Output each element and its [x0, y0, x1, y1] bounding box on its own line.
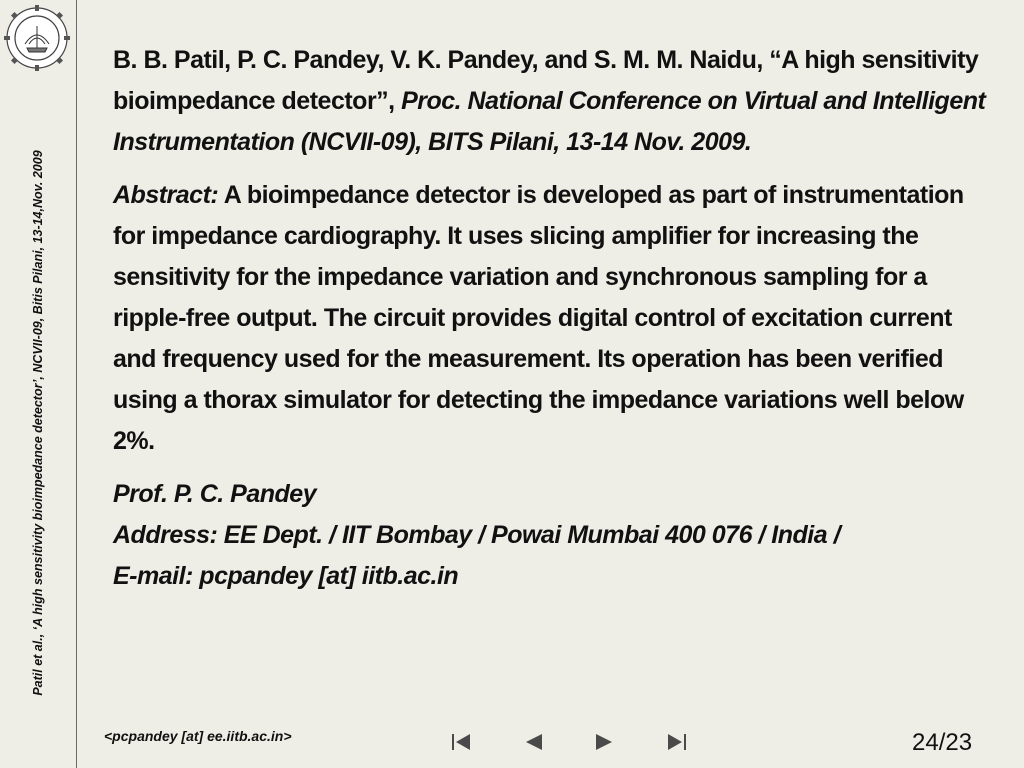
citation-venue: Proc. National Conference on Virtual and Intelligent Instrumentation (NCVII-09), BITS Pilani, 13-14 Nov. 2009. [113, 87, 986, 156]
next-slide-button[interactable] [569, 731, 641, 753]
abstract-label: Abstract: [113, 181, 219, 209]
previous-slide-button[interactable] [497, 731, 569, 753]
last-slide-button[interactable] [641, 731, 713, 753]
citation [113, 40, 993, 163]
first-slide-button[interactable] [425, 731, 497, 753]
slide-content [113, 40, 993, 597]
first-slide-icon [450, 732, 472, 752]
sidebar-citation-text: Patil et al., ‘A high sensitivity bioimpedance detector’, NCVII-09, Bitis Pilani, 13-14,Nov. 2009 [31, 150, 45, 696]
contact-address: Address: EE Dept. / IIT Bombay / Powai Mumbai 400 076 / India / [113, 521, 841, 549]
contact-block [113, 474, 993, 597]
footer-email: <pcpandey [at] ee.iitb.ac.in> [104, 728, 292, 744]
abstract-text: A bioimpedance detector is developed as part of instrumentation for impedance cardiography. It uses slicing amplifier for increasing the sensitivity for the impedance variation and synchronous sampling for a ripple-free output. The circuit provides digital control of excitation current and frequency used for the measurement. Its operation has been verified using a thorax simulator for detecting the impedance variations well below 2%. [113, 181, 964, 455]
slide-navigation [425, 731, 713, 753]
iit-bombay-logo-icon [3, 4, 71, 72]
citation-title: “A high sensitivity bioimpedance detector”, [113, 46, 979, 115]
abstract [113, 175, 993, 462]
contact-email: E-mail: pcpandey [at] iitb.ac.in [113, 562, 459, 590]
previous-slide-icon [522, 732, 544, 752]
citation-authors: B. B. Patil, P. C. Pandey, V. K. Pandey, and S. M. M. Naidu, [113, 46, 770, 74]
sidebar [0, 0, 77, 768]
page-number: 24/23 [912, 729, 973, 756]
contact-name: Prof. P. C. Pandey [113, 480, 317, 508]
last-slide-icon [666, 732, 688, 752]
next-slide-icon [594, 732, 616, 752]
